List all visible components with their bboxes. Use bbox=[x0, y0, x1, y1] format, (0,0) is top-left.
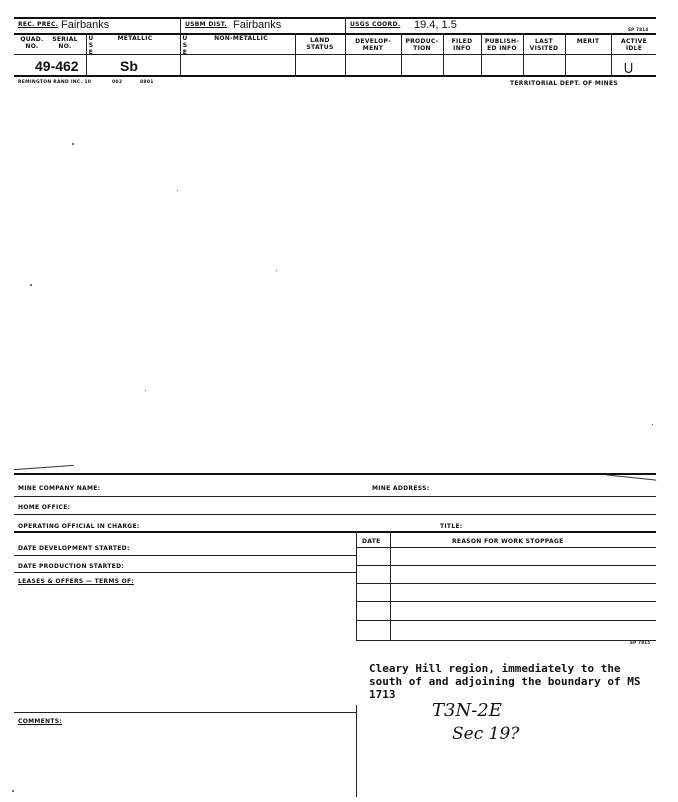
col-use-nonmetallic: U S E bbox=[182, 35, 188, 56]
title-label: TITLE: bbox=[440, 523, 463, 530]
col-land-status: LAND STATUS bbox=[306, 37, 334, 51]
rec-prec-label: REC. PREC. bbox=[18, 21, 59, 28]
form-number-bottom: SP 7815 bbox=[630, 640, 651, 645]
col-use-metallic: U S E bbox=[88, 35, 94, 56]
operating-official-label: OPERATING OFFICIAL IN CHARGE: bbox=[18, 523, 140, 530]
handwritten-section: Sec 19? bbox=[452, 724, 520, 744]
usbm-dist-value: Fairbanks bbox=[233, 19, 282, 31]
printer-code-1: 002 bbox=[112, 80, 123, 85]
quad-serial-value: 49-462 bbox=[35, 58, 79, 74]
date-column-header: DATE bbox=[362, 538, 381, 545]
metallic-value: Sb bbox=[120, 58, 138, 74]
col-production: PRODUC- TION bbox=[405, 38, 439, 52]
usbm-dist-label: USBM DIST. bbox=[185, 21, 227, 28]
col-serial-no: SERIAL NO. bbox=[52, 36, 78, 50]
active-idle-mark: ⊃ bbox=[619, 61, 637, 75]
col-non-metallic: NON-METALLIC bbox=[214, 35, 268, 42]
printer-code-2: 8801 bbox=[140, 80, 154, 85]
usgs-coord-value: 19.4, 1.5 bbox=[414, 19, 457, 31]
col-filed-info: FILED INFO bbox=[451, 38, 473, 52]
home-office-label: HOME OFFICE: bbox=[18, 504, 71, 511]
col-development: DEVELOP- MENT bbox=[355, 38, 391, 52]
handwritten-township: T3N-2E bbox=[432, 700, 502, 721]
mine-company-name-label: MINE COMPANY NAME: bbox=[18, 485, 101, 492]
col-published-info: PUBLISH- ED INFO bbox=[484, 38, 520, 52]
usgs-coord-label: USGS COORD. bbox=[350, 21, 401, 28]
col-last-visited: LAST VISITED bbox=[529, 38, 559, 52]
leases-offers-label: LEASES & OFFERS — TERMS OF: bbox=[18, 578, 134, 585]
reason-column-header: REASON FOR WORK STOPPAGE bbox=[452, 538, 564, 545]
comments-label: COMMENTS: bbox=[18, 718, 63, 725]
date-production-started-label: DATE PRODUCTION STARTED: bbox=[18, 563, 125, 570]
printer-imprint: REMINGTON RAND INC. 10 bbox=[18, 80, 92, 85]
date-development-started-label: DATE DEVELOPMENT STARTED: bbox=[18, 545, 130, 552]
rec-prec-value: Fairbanks bbox=[61, 19, 110, 31]
col-active-idle: ACTIVE IDLE bbox=[621, 38, 647, 52]
mine-address-label: MINE ADDRESS: bbox=[372, 485, 430, 492]
col-quad-no: QUAD. NO. bbox=[20, 36, 44, 50]
form-number-top: SP 7814 bbox=[628, 27, 649, 32]
territorial-dept: TERRITORIAL DEPT. OF MINES bbox=[510, 80, 619, 87]
col-merit: MERIT bbox=[576, 38, 600, 45]
typed-note: Cleary Hill region, immediately to the south of and adjoining the boundary of MS 1713 bbox=[369, 662, 641, 701]
col-metallic: METALLIC bbox=[117, 35, 153, 42]
